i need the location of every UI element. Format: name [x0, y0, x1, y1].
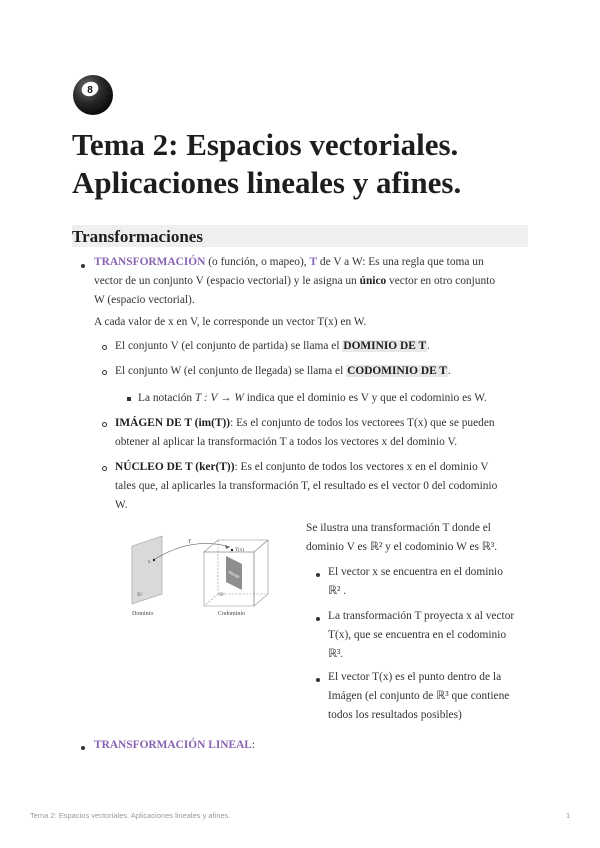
- item-transformacion: TRANSFORMACIÓN (o función, o mapeo), T de V a W: Es una regla que toma un vector de un conjunto V (espacio vectorial) y le asigna un único vector en otro conjunto W (espacio vectorial).: [94, 256, 496, 306]
- figure-description: Se ilustra una transformación T donde el dominio V es ℝ² y el codominio W es ℝ³.: [306, 522, 498, 553]
- bullet-ring: [102, 466, 107, 471]
- item-transformacion-lineal: TRANSFORMACIÓN LINEAL:: [94, 739, 256, 751]
- bullet-ring: [102, 345, 107, 350]
- term-t: T: [309, 256, 318, 268]
- term-transformacion-lineal: TRANSFORMACIÓN LINEAL: [94, 739, 252, 751]
- item-nucleo: NÚCLEO DE T (ker(T)): Es el conjunto de todos los vectores x en el dominio V tales que, al aplicarles la transformación T, el resultado es el vector 0 del codominio W.: [115, 461, 498, 511]
- label-x: x: [148, 560, 151, 565]
- math-notation: T : V → W: [194, 392, 244, 404]
- label-dominio: Dominio: [132, 611, 154, 617]
- bullet-ring: [102, 370, 107, 375]
- bullet-ring: [102, 422, 107, 427]
- figure-point-2: La transformación T proyecta x al vector T(x), que se encuentra en el codominio ℝ³.: [328, 610, 515, 660]
- section-heading: Transformaciones: [72, 227, 203, 246]
- term-transformacion: TRANSFORMACIÓN: [94, 256, 206, 268]
- item-imagen: IMÁGEN DE T (im(T)): Es el conjunto de todos los vectorees T(x) que se pueden obtener al aplicar la transformación T a todos los vectores x del dominio V.: [115, 417, 495, 448]
- paragraph-correspondencia: A cada valor de x en V, le corresponde un vector T(x) en W.: [94, 316, 367, 328]
- item-codominio: El conjunto W (el conjunto de llegada) se llama el CODOMINIO DE T.: [115, 365, 451, 377]
- label-t: T: [188, 539, 192, 545]
- item-dominio: El conjunto V (el conjunto de partida) se llama el DOMINIO DE T.: [115, 340, 430, 352]
- bullet-square: [127, 397, 131, 401]
- label-r2: ℝ²: [137, 593, 143, 598]
- label-range: Rango: [227, 569, 241, 580]
- label-tx: T(x): [235, 548, 244, 553]
- page-title: Tema 2: Espacios vectoriales. Aplicaciones lineales y afines.: [72, 127, 462, 200]
- x-point: [153, 559, 155, 561]
- bullet-dot: [316, 617, 320, 621]
- page-number: 1: [566, 811, 571, 820]
- figure-point-1: El vector x se encuentra en el dominio ℝ² .: [328, 566, 503, 597]
- bullet-dot: [316, 573, 320, 577]
- item-notacion: La notación T : V → W indica que el dominio es V y que el codominio es W.: [138, 392, 487, 404]
- eight-ball-icon: [72, 74, 114, 116]
- figure-point-3: El vector T(x) es el punto dentro de la Imágen (el conjunto de ℝ³ que contiene todos los resultados posibles): [328, 671, 510, 721]
- bullet-dot: [81, 746, 85, 750]
- label-r3: ℝ³: [219, 593, 225, 598]
- bullet-dot: [81, 264, 85, 268]
- transform-arrow: [155, 543, 230, 559]
- bullet-dot: [316, 678, 320, 682]
- tx-point: [231, 549, 233, 551]
- transformation-diagram: [118, 524, 290, 628]
- label-codominio: Codominio: [218, 611, 246, 617]
- page-footer: Tema 2: Espacios vectoriales. Aplicaciones lineales y afines.: [30, 811, 231, 820]
- badge-number: 8: [87, 85, 93, 96]
